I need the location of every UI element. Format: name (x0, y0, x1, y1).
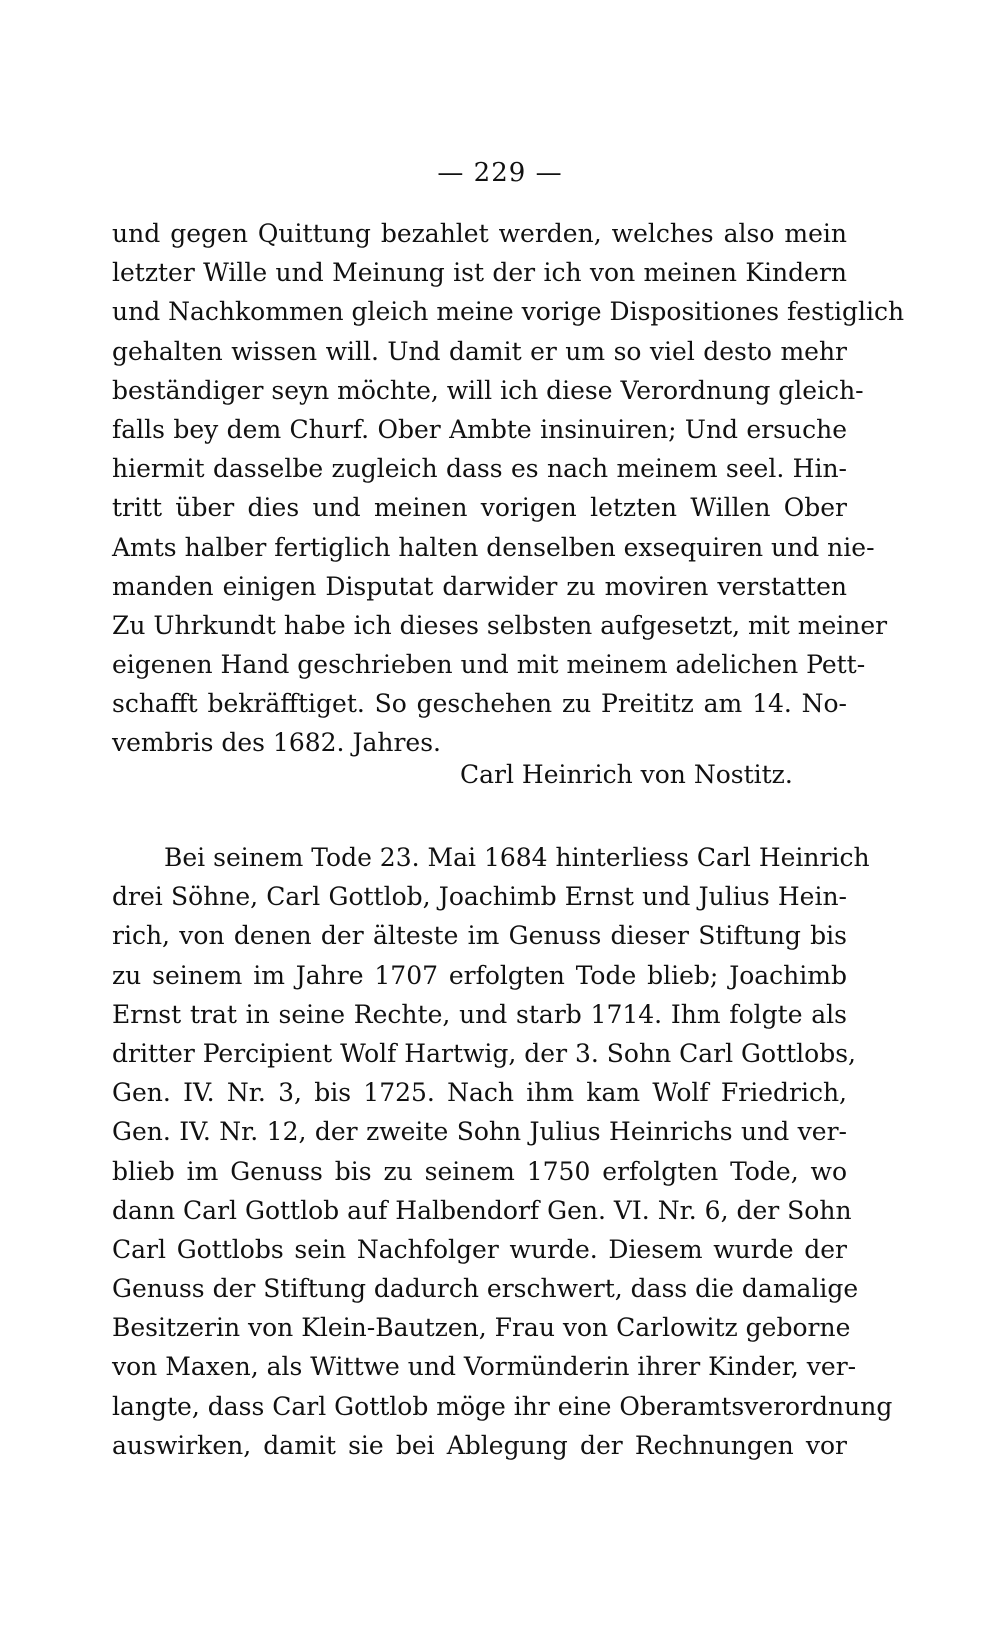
text-line: Gen. IV. Nr. 3, bis 1725. Nach ihm kam Wolf Friedrich, (112, 1078, 847, 1108)
text-line: Amts halber fertiglich halten denselben exsequiren und nie- (112, 532, 875, 562)
text-line: schafft bekräfftiget. So geschehen zu Preititz am 14. No- (112, 689, 847, 719)
text-line: und gegen Quittung bezahlet werden, welches also mein (112, 219, 847, 248)
paragraph-testament (112, 214, 905, 763)
text-line: und Nachkommen gleich meine vorige Dispositiones festiglich (112, 297, 905, 327)
text-line: dann Carl Gottlob auf Halbendorf Gen. VI. Nr. 6, der Sohn (112, 1195, 852, 1225)
signature-line: Carl Heinrich von Nostitz. (460, 760, 793, 789)
text-line: beständiger seyn möchte, will ich diese Verordnung gleich- (112, 375, 864, 405)
text-line: Gen. IV. Nr. 12, der zweite Sohn Julius Heinrichs und ver- (112, 1117, 847, 1147)
text-line: Carl Gottlobs sein Nachfolger wurde. Diesem wurde der (112, 1234, 847, 1264)
paragraph-succession (112, 838, 893, 1465)
text-line: letzter Wille und Meinung ist der ich von meinen Kindern (112, 258, 847, 288)
text-line: falls bey dem Churf. Ober Ambte insinuiren; Und ersuche (112, 414, 847, 444)
text-line: Bei seinem Tode 23. Mai 1684 hinterliess Carl Heinrich (164, 843, 870, 872)
text-line: zu seinem im Jahre 1707 erfolgten Tode blieb; Joachimb (112, 960, 847, 990)
text-line: hiermit dasselbe zugleich dass es nach meinem seel. Hin- (112, 454, 847, 484)
text-line: eigenen Hand geschrieben und mit meinem adelichen Pett- (112, 650, 866, 680)
text-line: Zu Uhrkundt habe ich dieses selbsten aufgesetzt, mit meiner (112, 610, 888, 640)
text-line: manden einigen Disputat darwider zu moviren verstatten (112, 571, 847, 601)
text-line: langte, dass Carl Gottlob möge ihr eine Oberamtsverordnung (112, 1391, 893, 1421)
text-line: auswirken, damit sie bei Ablegung der Rechnungen vor (112, 1430, 847, 1460)
text-line: tritt über dies und meinen vorigen letzten Willen Ober (112, 493, 847, 523)
text-line: blieb im Genuss bis zu seinem 1750 erfolgten Tode, wo (112, 1156, 847, 1186)
text-line: Besitzerin von Klein-Bautzen, Frau von Carlowitz geborne (112, 1313, 851, 1343)
text-line: rich, von denen der älteste im Genuss dieser Stiftung bis (112, 921, 847, 951)
text-line: Ernst trat in seine Rechte, und starb 1714. Ihm folgte als (112, 999, 847, 1029)
text-line: drei Söhne, Carl Gottlob, Joachimb Ernst und Julius Hein- (112, 882, 847, 912)
page-number: — 229 — (437, 158, 563, 188)
text-line: gehalten wissen will. Und damit er um so viel desto mehr (112, 336, 847, 366)
text-line: von Maxen, als Wittwe und Vormünderin ihrer Kinder, ver- (112, 1352, 857, 1382)
text-line: Genuss der Stiftung dadurch erschwert, dass die damalige (112, 1274, 859, 1304)
text-line: dritter Percipient Wolf Hartwig, der 3. Sohn Carl Gottlobs, (112, 1038, 856, 1068)
text-line: vembris des 1682. Jahres. (112, 728, 441, 758)
